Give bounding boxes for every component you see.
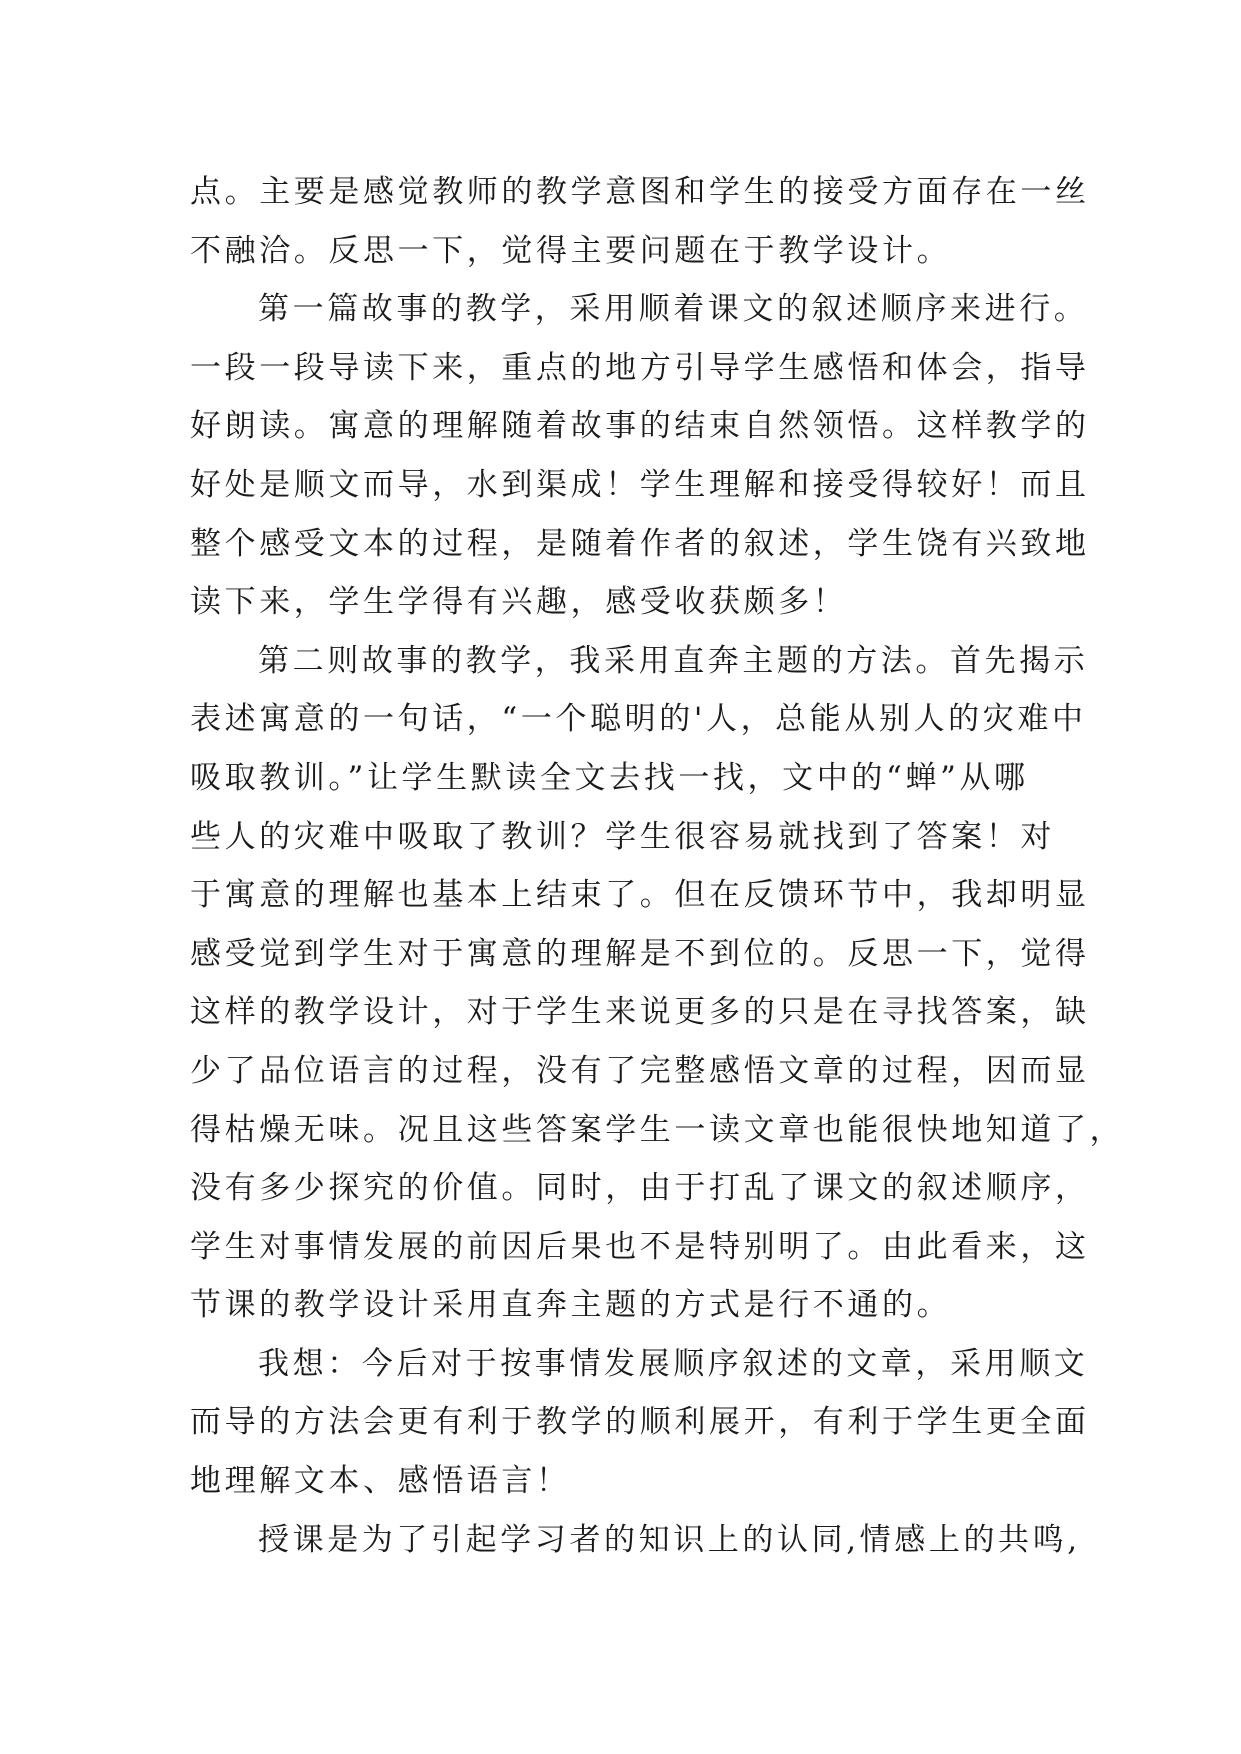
text-line: 没有多少探究的价值。同时，由于打乱了课文的叙述顺序，	[190, 1170, 1090, 1207]
text-line: 点。主要是感觉教师的教学意图和学生的接受方面存在一丝	[190, 174, 1090, 210]
text-line: 表述寓意的一句话，“一个聪明的'人，总能从别人的灾难中	[190, 701, 1087, 738]
paragraph-first-line: 我想：今后对于按事情发展顺序叙述的文章，采用顺文	[258, 1345, 1089, 1382]
text-line: 少了品位语言的过程，没有了完整感悟文章的过程，因而显	[190, 1052, 1090, 1089]
paragraph-first-line: 第二则故事的教学，我采用直奔主题的方法。首先揭示	[258, 642, 1089, 679]
text-line: 学生对事情发展的前因后果也不是特别明了。由此看来，这	[190, 1228, 1090, 1265]
paragraph-first-line: 第一篇故事的教学，采用顺着课文的叙述顺序来进行。	[258, 291, 1089, 328]
text-line: 得枯燥无味。况且这些答案学生一读文章也能很快地知道了，	[190, 1111, 1125, 1148]
text-line: 这样的教学设计，对于学生来说更多的只是在寻找答案，缺	[190, 994, 1090, 1031]
text-line: 不融洽。反思一下，觉得主要问题在于教学设计。	[190, 232, 952, 269]
text-line: 地理解文本、感悟语言！	[190, 1463, 571, 1500]
text-line: 些人的灾难中吸取了教训？学生很容易就找到了答案！对	[190, 818, 1055, 855]
text-line: 于寓意的理解也基本上结束了。但在反馈环节中，我却明显	[190, 877, 1090, 914]
text-line: 好处是顺文而导，水到渠成！学生理解和接受得较好！而且	[190, 466, 1090, 503]
text-line: 感受觉到学生对于寓意的理解是不到位的。反思一下，觉得	[190, 935, 1090, 972]
text-line: 整个感受文本的过程，是随着作者的叙述，学生饶有兴致地	[190, 525, 1090, 562]
text-line: 一段一段导读下来，重点的地方引导学生感悟和体会，指导	[190, 349, 1090, 386]
text-line: 节课的教学设计采用直奔主题的方式是行不通的。	[190, 1287, 952, 1324]
text-line: 吸取教训。”让学生默读全文去找一找，文中的“蝉”从哪	[190, 759, 1029, 796]
text-line: 读下来，学生学得有兴趣，感受收获颇多！	[190, 584, 848, 621]
text-line: 好朗读。寓意的理解随着故事的结束自然领悟。这样教学的	[190, 408, 1090, 445]
text-line: 而导的方法会更有利于教学的顺利展开，有利于学生更全面	[190, 1404, 1090, 1441]
paragraph-first-line: 授课是为了引起学习者的知识上的认同,情感上的共鸣,	[258, 1521, 1081, 1558]
document-page	[190, 163, 1125, 1569]
